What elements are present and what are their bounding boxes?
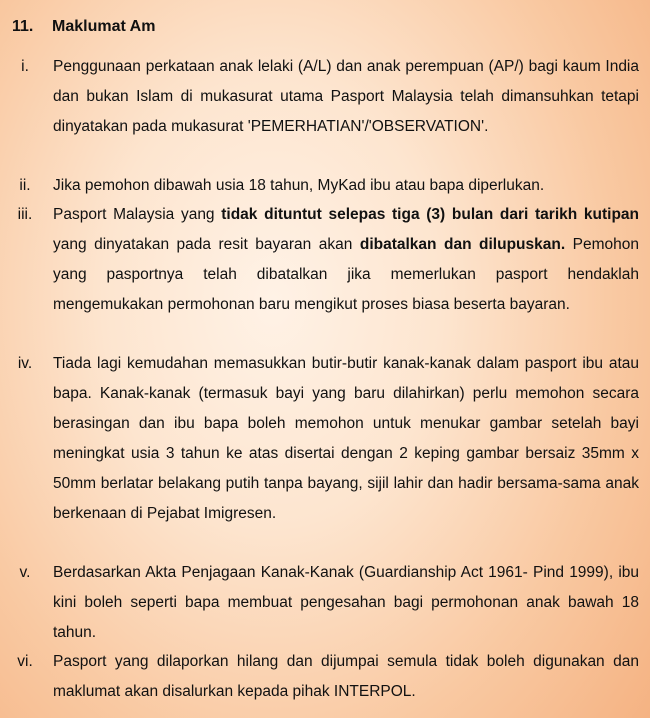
list-item-text — [53, 200, 639, 320]
emphasis-cancelled-disposed: dibatalkan dan dilupuskan. — [359, 236, 566, 253]
list-item-numeral: ii. — [19, 177, 31, 194]
list-item-numeral: i. — [21, 58, 29, 75]
list-item-text: Tiada lagi kemudahan memasukkan butir-butir kanak-kanak dalam pasport ibu atau bapa. Kanak-kanak (termasuk bayi yang baru dilahirkan) perlu memohon secara berasingan dan ibu bapa boleh memohon untuk menukar gambar setelah bayi meningkat usia 3 tahun ke atas disertai dengan 2 keping gambar bersaiz 35mm x 50mm berlatar belakang putih tanpa bayang, sijil lahir dan hadir bersama-sama anak berkenaan di Pejabat Imigresen. — [53, 355, 639, 522]
list-item-numeral: iv. — [17, 355, 33, 372]
list-item-text: Berdasarkan Akta Penjagaan Kanak-Kanak (Guardianship Act 1961- Pind 1999), ibu kini boleh seperti bapa membuat pengesahan bagi permohonan anak bawah 18 tahun. — [53, 564, 639, 641]
emphasis-unclaimed-passport: tidak dituntut selepas tiga (3) bulan dari tarikh kutipan — [221, 206, 640, 223]
list-item-numeral: v. — [19, 564, 31, 581]
list-item-text: Pasport yang dilaporkan hilang dan dijumpai semula tidak boleh digunakan dan maklumat akan disalurkan kepada pihak INTERPOL. — [53, 653, 639, 700]
section-number: 11. — [12, 18, 34, 35]
text-segment: Pasport Malaysia yang — [53, 206, 222, 223]
section-title: Maklumat Am — [52, 18, 156, 35]
text-segment: yang dinyatakan pada resit bayaran akan — [53, 236, 360, 253]
list-item-numeral: vi. — [17, 653, 33, 670]
section-heading — [12, 17, 155, 37]
list-item-text: Jika pemohon dibawah usia 18 tahun, MyKad ibu atau bapa diperlukan. — [53, 177, 545, 194]
text-segment: Pemohon yang pasportnya telah dibatalkan jika memerlukan pasport hendaklah mengemukakan permohonan baru mengikut proses biasa beserta bayaran. — [53, 236, 639, 313]
list-item-numeral: iii. — [17, 206, 33, 223]
list-item-text: Penggunaan perkataan anak lelaki (A/L) dan anak perempuan (AP/) bagi kaum India dan bukan Islam di mukasurat utama Pasport Malaysia telah dimansuhkan tetapi dinyatakan pada mukasurat 'PEMERHATIAN'/'OBSERVATION'. — [53, 58, 639, 135]
